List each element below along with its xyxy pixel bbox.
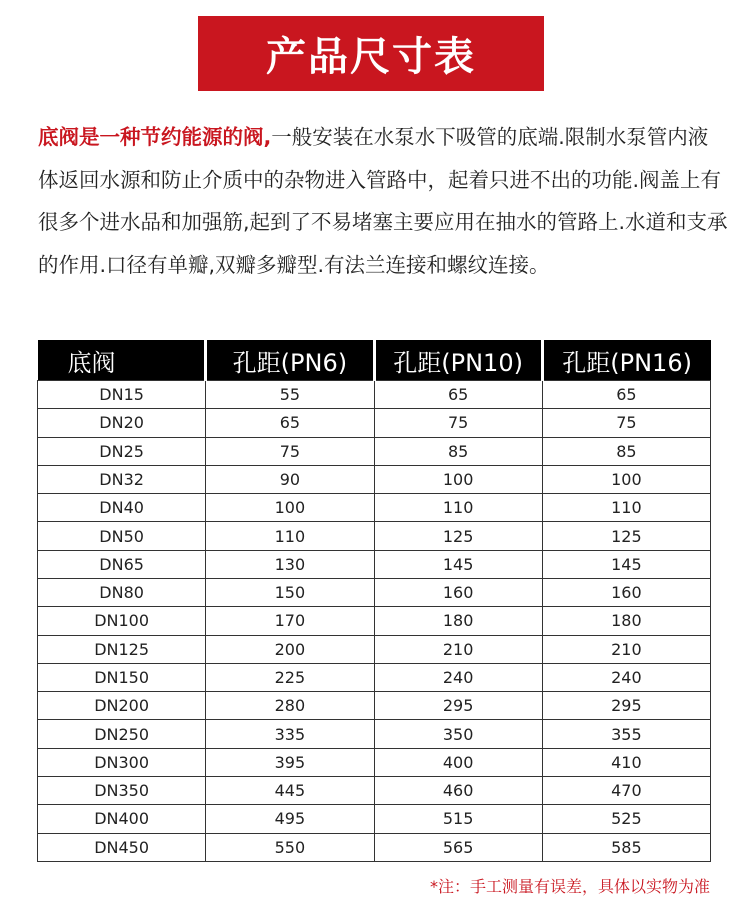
table-cell: 150: [206, 578, 374, 606]
table-cell: DN400: [38, 805, 206, 833]
table-cell: DN50: [38, 522, 206, 550]
table-cell: 240: [542, 663, 710, 691]
table-cell: 180: [542, 607, 710, 635]
table-cell: DN250: [38, 720, 206, 748]
table-row: [38, 805, 711, 833]
table-cell: 395: [206, 748, 374, 776]
table-cell: 100: [374, 465, 542, 493]
measurement-note: *注：手工测量有误差，具体以实物为准: [429, 877, 710, 896]
table-cell: 100: [206, 494, 374, 522]
table-cell: 585: [542, 833, 710, 862]
table-cell: 200: [206, 635, 374, 663]
table-cell: 55: [206, 381, 374, 409]
table-row: [38, 578, 711, 606]
header-cell: 底阀: [38, 340, 206, 381]
table-cell: DN150: [38, 663, 206, 691]
table-header-row: [38, 340, 711, 381]
table-row: [38, 522, 711, 550]
table-row: [38, 776, 711, 804]
table-cell: DN20: [38, 409, 206, 437]
table-row: [38, 720, 711, 748]
table-row: [38, 635, 711, 663]
product-description: [38, 116, 728, 286]
title-banner: [198, 16, 544, 91]
table-cell: 240: [374, 663, 542, 691]
table-row: [38, 607, 711, 635]
size-table: [37, 340, 711, 862]
table-body: [38, 381, 711, 862]
table-row: [38, 494, 711, 522]
table-cell: DN40: [38, 494, 206, 522]
table-cell: DN450: [38, 833, 206, 862]
table-cell: 180: [374, 607, 542, 635]
table-cell: 210: [374, 635, 542, 663]
header-cell: 孔距(PN16): [542, 340, 710, 381]
table-cell: 335: [206, 720, 374, 748]
table-cell: 90: [206, 465, 374, 493]
table-cell: 565: [374, 833, 542, 862]
table-cell: DN200: [38, 692, 206, 720]
table-cell: 110: [374, 494, 542, 522]
table-cell: 295: [374, 692, 542, 720]
table-cell: 170: [206, 607, 374, 635]
table-cell: 495: [206, 805, 374, 833]
table-cell: 445: [206, 776, 374, 804]
table-cell: 160: [542, 578, 710, 606]
table-cell: 355: [542, 720, 710, 748]
table-cell: 65: [542, 381, 710, 409]
table-cell: DN32: [38, 465, 206, 493]
table-cell: DN65: [38, 550, 206, 578]
table-cell: 525: [542, 805, 710, 833]
table-cell: 280: [206, 692, 374, 720]
page-title: 产品尺寸表: [266, 34, 476, 80]
table-row: [38, 748, 711, 776]
table-cell: 550: [206, 833, 374, 862]
description-highlight: 底阀是一种节约能源的阀,: [38, 125, 272, 149]
table-cell: DN300: [38, 748, 206, 776]
table-cell: DN80: [38, 578, 206, 606]
table-cell: 130: [206, 550, 374, 578]
table-cell: 65: [206, 409, 374, 437]
header-cell: 孔距(PN6): [206, 340, 374, 381]
table-cell: 460: [374, 776, 542, 804]
table-row: [38, 409, 711, 437]
table-row: [38, 381, 711, 409]
table-cell: 145: [374, 550, 542, 578]
table-cell: DN25: [38, 437, 206, 465]
table-row: [38, 550, 711, 578]
table-cell: 410: [542, 748, 710, 776]
table-row: [38, 437, 711, 465]
table-cell: 85: [374, 437, 542, 465]
table-cell: 110: [206, 522, 374, 550]
table-cell: 295: [542, 692, 710, 720]
table-row: [38, 833, 711, 862]
table-cell: 110: [542, 494, 710, 522]
table-cell: 350: [374, 720, 542, 748]
table-cell: 75: [206, 437, 374, 465]
header-cell: 孔距(PN10): [374, 340, 542, 381]
table-cell: 400: [374, 748, 542, 776]
table-cell: DN15: [38, 381, 206, 409]
table-cell: 100: [542, 465, 710, 493]
table-cell: 160: [374, 578, 542, 606]
table-cell: DN350: [38, 776, 206, 804]
table-cell: 470: [542, 776, 710, 804]
table-cell: 210: [542, 635, 710, 663]
table-cell: 125: [374, 522, 542, 550]
table-cell: 65: [374, 381, 542, 409]
table-cell: 225: [206, 663, 374, 691]
table-row: [38, 692, 711, 720]
table-row: [38, 465, 711, 493]
table-row: [38, 663, 711, 691]
table-cell: 75: [542, 409, 710, 437]
table-cell: DN100: [38, 607, 206, 635]
description-text: 一般安装在水泵水下吸管的底端.限制水泵管内液体返回水源和防止介质中的杂物进入管路中，起着只进不出的功能.阀盖上有很多个进水品和加强筋,起到了不易堵塞主要应用在抽水的管路上.水道和支承的作用.口径有单瓣,双瓣多瓣型.有法兰连接和螺纹连接。: [38, 125, 728, 277]
table-cell: 85: [542, 437, 710, 465]
table-cell: 145: [542, 550, 710, 578]
table-cell: DN125: [38, 635, 206, 663]
table-cell: 75: [374, 409, 542, 437]
table-cell: 125: [542, 522, 710, 550]
table-cell: 515: [374, 805, 542, 833]
